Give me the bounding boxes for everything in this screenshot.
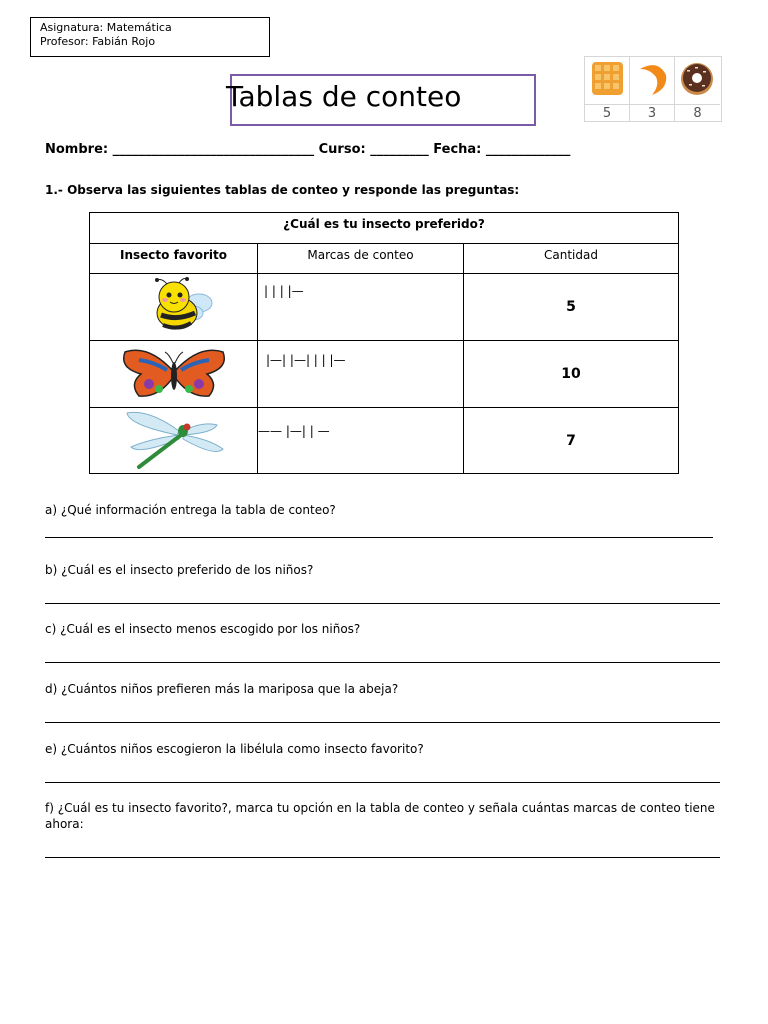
tally-text-dragonfly: —— |—| | — [258,424,330,438]
instruction-text: 1.- Observa las siguientes tablas de conteo y responde las preguntas: [45,183,520,197]
question-d: d) ¿Cuántos niños prefieren más la mariposa que la abeja? [45,682,399,696]
question-f: f) ¿Cuál es tu insecto favorito?, marca tu opción en la tabla de conteo y señala cuántas marcas de conteo tiene [45,801,715,815]
tally-marks-dragonfly [258,408,464,474]
header-quantity: Cantidad [464,244,679,274]
waffle-count: 5 [585,104,629,121]
tally-marks-bee [258,274,464,341]
tally-marks-butterfly [258,341,464,408]
waffle-icon [585,57,630,103]
answer-line-e[interactable] [45,782,720,783]
question-c: c) ¿Cuál es el insecto menos escogido por los niños? [45,622,361,636]
header-marks: Marcas de conteo [258,244,464,274]
food-count-strip [584,56,722,122]
croissant-icon [630,57,675,103]
page-title: Tablas de conteo [226,80,462,113]
donut-icon [675,57,720,103]
answer-line-b[interactable] [45,603,720,604]
quantity-dragonfly: 7 [464,408,679,474]
question-f-continuation: ahora: [45,817,84,831]
insect-cell-bee [90,274,258,341]
tally-text-butterfly: |—| |—| | | |— [266,353,346,367]
insect-cell-butterfly [90,341,258,408]
question-e: e) ¿Cuántos niños escogieron la libélula como insecto favorito? [45,742,424,756]
subject-info-box [30,17,270,57]
answer-line-d[interactable] [45,722,720,723]
question-a: a) ¿Qué información entrega la tabla de conteo? [45,503,336,517]
food-cell-waffle [585,57,630,122]
student-info-line[interactable]: Nombre: _______________________________ Curso: _________ Fecha: _____________ [45,142,571,157]
tally-text-bee: | | | |— [264,284,304,298]
answer-line-f[interactable] [45,857,720,858]
donut-count: 8 [675,104,720,121]
dragonfly-icon [119,409,229,469]
tally-table [89,212,679,474]
quantity-butterfly: 10 [464,341,679,408]
answer-line-a[interactable] [45,537,713,538]
croissant-count: 3 [630,104,674,121]
bee-icon [129,275,219,337]
insect-cell-dragonfly [90,408,258,474]
answer-line-c[interactable] [45,662,720,663]
table-title: ¿Cuál es tu insecto preferido? [90,213,679,244]
food-cell-donut [675,57,720,122]
subject-label: Asignatura: Matemática [40,21,172,34]
header-insect: Insecto favorito [90,244,258,274]
quantity-bee: 5 [464,274,679,341]
teacher-label: Profesor: Fabián Rojo [40,35,156,48]
butterfly-icon [119,344,229,402]
food-cell-croissant [630,57,675,122]
question-b: b) ¿Cuál es el insecto preferido de los niños? [45,563,314,577]
